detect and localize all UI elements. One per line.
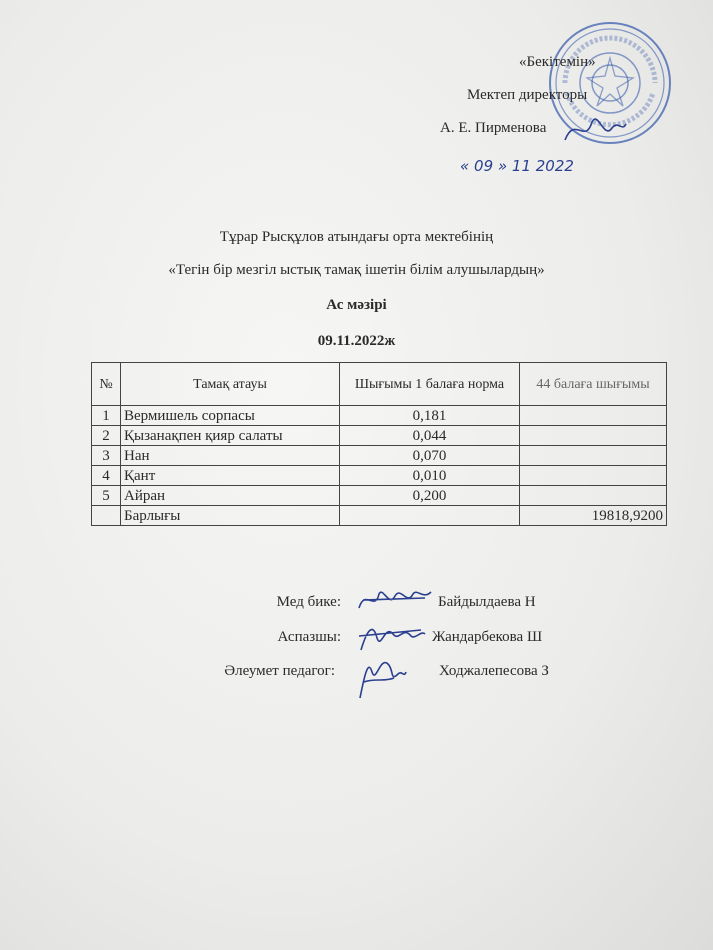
signature-role-social-pedagogue: Әлеумет педагог: xyxy=(224,663,335,679)
total-empty-cell xyxy=(92,506,121,526)
row-dish-name: Вермишель сорпасы xyxy=(121,406,340,426)
row-number: 1 xyxy=(92,406,121,426)
header-number: № xyxy=(92,363,121,406)
menu-table xyxy=(91,362,667,526)
approved-label: «Бекітемін» xyxy=(519,54,596,70)
nurse-signature-icon xyxy=(355,582,435,618)
row-dish-name: Айран xyxy=(121,486,340,506)
director-position: Мектеп директоры xyxy=(467,87,588,103)
row-number: 3 xyxy=(92,446,121,466)
pedagogue-signature-icon xyxy=(350,648,410,704)
signature-role-nurse: Мед бике: xyxy=(276,594,341,610)
total-label: Барлығы xyxy=(121,506,340,526)
row-dish-name: Қызанақпен қияр салаты xyxy=(121,426,340,446)
row-dish-name: Нан xyxy=(121,446,340,466)
row-dish-name: Қант xyxy=(121,466,340,486)
approval-date: « 09 » 11 2022 xyxy=(460,157,574,175)
school-heading: Тұрар Рысқұлов атындағы орта мектебінің xyxy=(219,229,494,245)
row-total xyxy=(520,406,667,426)
table-row xyxy=(92,466,667,486)
table-row xyxy=(92,446,667,466)
row-number: 5 xyxy=(92,486,121,506)
subtitle-heading: «Тегін бір мезгіл ыстық тамақ ішетін білім алушылардың» xyxy=(168,262,545,278)
row-total xyxy=(520,466,667,486)
header-dish-name: Тамақ атауы xyxy=(121,363,340,406)
menu-date: 09.11.2022ж xyxy=(317,333,396,349)
row-total xyxy=(520,426,667,446)
header-total: 44 балаға шығымы xyxy=(520,363,667,406)
total-row xyxy=(92,506,667,526)
row-norm: 0,044 xyxy=(340,426,520,446)
signature-name-social-pedagogue: Ходжалепесова З xyxy=(439,663,549,679)
table-header-row xyxy=(92,363,667,406)
director-name: А. Е. Пирменова xyxy=(440,120,547,136)
signature-name-nurse: Байдылдаева Н xyxy=(438,594,536,610)
row-number: 2 xyxy=(92,426,121,446)
row-total xyxy=(520,446,667,466)
signature-role-cook: Аспазшы: xyxy=(277,629,341,645)
row-norm: 0,200 xyxy=(340,486,520,506)
table-row xyxy=(92,486,667,506)
row-number: 4 xyxy=(92,466,121,486)
total-value: 19818,9200 xyxy=(520,506,667,526)
total-empty-norm xyxy=(340,506,520,526)
header-norm: Шығымы 1 балаға норма xyxy=(340,363,520,406)
row-norm: 0,181 xyxy=(340,406,520,426)
table-row xyxy=(92,426,667,446)
row-total xyxy=(520,486,667,506)
row-norm: 0,070 xyxy=(340,446,520,466)
director-signature-icon xyxy=(560,110,630,150)
signature-name-cook: Жандарбекова Ш xyxy=(432,629,543,645)
table-row xyxy=(92,406,667,426)
page-title: Ас мәзірі xyxy=(326,297,387,313)
row-norm: 0,010 xyxy=(340,466,520,486)
